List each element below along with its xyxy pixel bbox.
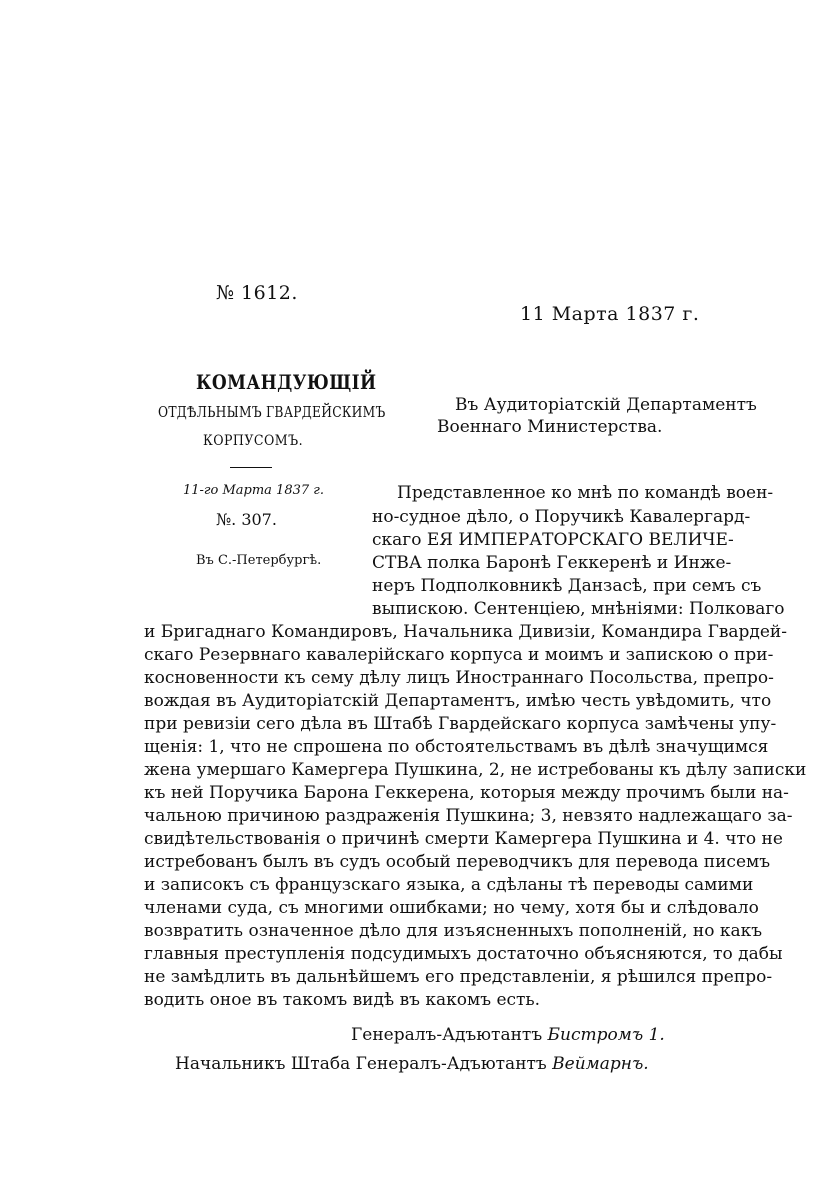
body-line: возвратить означенное дѣло для изъясненныхъ пополненій, но какъ xyxy=(144,921,763,941)
document-date: 11 Марта 1837 г. xyxy=(520,303,700,325)
sender-subtitle-line2: КОРПУСОМЪ. xyxy=(203,433,304,449)
body-line: свидѣтельствованія о причинѣ смерти Камергера Пушкина и 4. что не xyxy=(144,829,783,849)
recipient-line2: Военнаго Министерства. xyxy=(437,417,663,437)
outgoing-place: Въ С.-Петербургѣ. xyxy=(196,553,322,568)
body-line: и Бригаднаго Командировъ, Начальника Дивизіи, Командира Гвардей- xyxy=(144,622,788,642)
recipient-line1: Въ Аудиторіатскій Департаментъ xyxy=(455,395,757,415)
body-line: при ревизіи сего дѣла въ Штабѣ Гвардейскаго корпуса замѣчены упу- xyxy=(144,714,777,734)
body-line: но-судное дѣло, о Поручикѣ Кавалергард- xyxy=(372,507,751,527)
body-line: косновенности къ сему дѣлу лицъ Иностраннаго Посольства, препро- xyxy=(144,668,774,688)
body-line: жена умершаго Камергера Пушкина, 2, не истребованы къ дѣлу записки xyxy=(144,760,807,780)
body-line: неръ Подполковникѣ Данзасѣ, при семъ съ xyxy=(372,576,762,596)
signature-2-name: Веймарнъ. xyxy=(552,1054,649,1074)
body-line: истребованъ былъ въ судъ особый переводчикъ для перевода писемъ xyxy=(144,852,771,872)
body-line: СТВА полка Баронѣ Геккеренѣ и Инже- xyxy=(372,553,732,573)
body-line: выпискою. Сентенціею, мнѣніями: Полковаго xyxy=(372,599,785,619)
divider xyxy=(230,467,272,468)
sender-subtitle-line1: ОТДѢЛЬНЫМЪ ГВАРДЕЙСКИМЪ xyxy=(158,403,386,421)
body-line: главныя преступленія подсудимыхъ достаточно объясняются, то дабы xyxy=(144,944,783,964)
body-line: Представленное ко мнѣ по командѣ воен- xyxy=(397,483,774,503)
body-line: къ ней Поручика Барона Геккерена, которыя между прочимъ были на- xyxy=(144,783,789,803)
body-line: не замѣдлить въ дальнѣйшемъ его представленіи, я рѣшился препро- xyxy=(144,967,773,987)
body-line: чальною причиною раздраженія Пушкина; 3, невзято надлежащаго за- xyxy=(144,806,793,826)
sender-title: КОМАНДУЮЩІЙ xyxy=(196,370,377,394)
outgoing-date: 11-го Марта 1837 г. xyxy=(183,483,324,498)
signature-1 xyxy=(351,1025,665,1045)
signature-2-title: Начальникъ Штаба Генералъ-Адъютантъ xyxy=(175,1054,547,1074)
signature-2 xyxy=(175,1054,649,1074)
document-number: № 1612. xyxy=(216,282,298,304)
body-line: вождая въ Аудиторіатскій Департаментъ, имѣю честь увѣдомить, что xyxy=(144,691,772,711)
signature-1-title: Генералъ-Адъютантъ xyxy=(351,1025,543,1045)
body-line: членами суда, съ многими ошибками; но чему, хотя бы и слѣдовало xyxy=(144,898,759,918)
body-line: и записокъ съ французскаго языка, а сдѣланы тѣ переводы самими xyxy=(144,875,754,895)
body-line: щенія: 1, что не спрошена по обстоятельствамъ въ дѣлѣ значущимся xyxy=(144,737,769,757)
signature-1-name: Бистромъ 1. xyxy=(547,1025,665,1045)
body-line: водить оное въ такомъ видѣ въ какомъ есть. xyxy=(144,990,541,1010)
outgoing-number: №. 307. xyxy=(216,510,277,529)
body-line: скаго ЕЯ ИМПЕРАТОРСКАГО ВЕЛИЧЕ- xyxy=(372,530,734,550)
body-line: скаго Резервнаго кавалерійскаго корпуса и моимъ и запискою о при- xyxy=(144,645,774,665)
